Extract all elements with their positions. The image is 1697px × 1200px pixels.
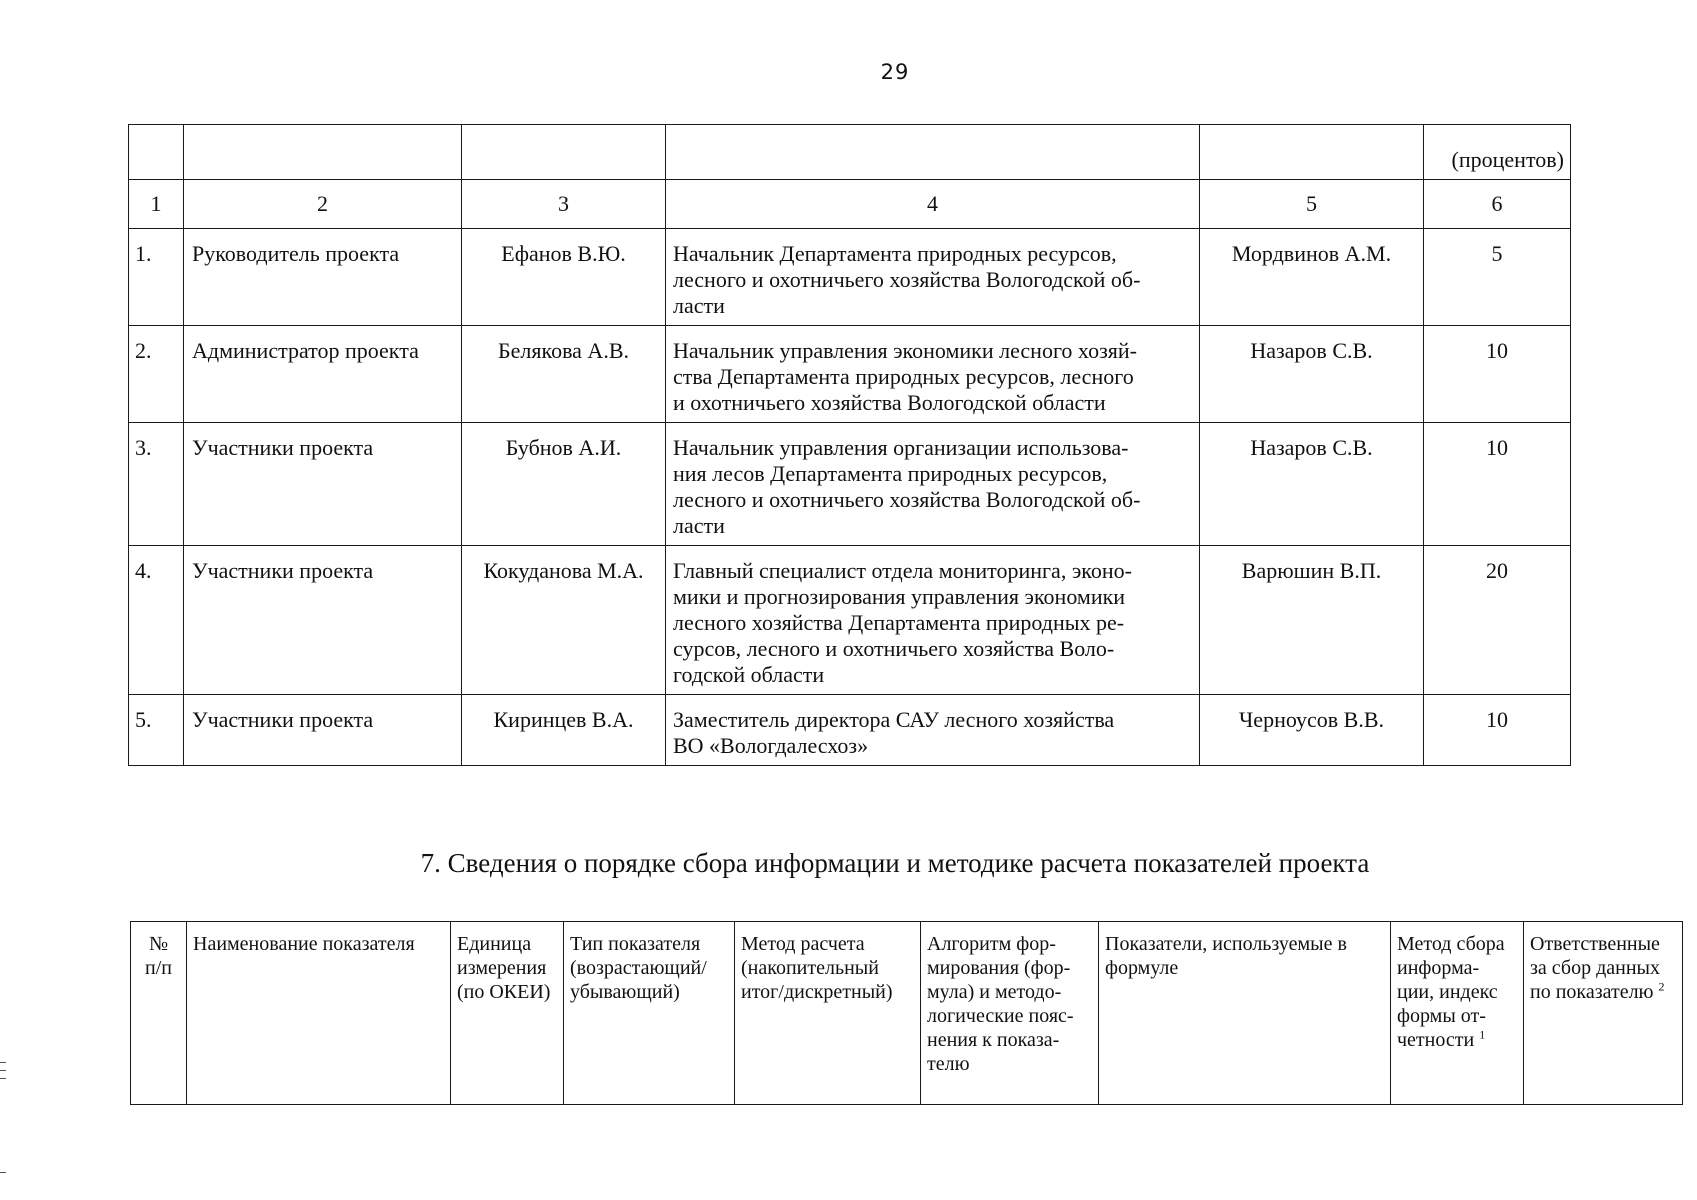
table-row xyxy=(129,326,1571,423)
team-table-body xyxy=(129,229,1571,766)
footnote-marker: 1 xyxy=(1479,1027,1486,1042)
indicators-header-cell xyxy=(1099,922,1391,1105)
row-number: 4. xyxy=(129,546,184,695)
header-text: Ответственные за сбор данных по показателю xyxy=(1530,933,1660,1003)
role-cell: Администратор проекта xyxy=(184,326,462,423)
position-cell: Начальник Департамента природных ресурсов, лесного и охотничьего хозяйства Вологодской об- ласти xyxy=(666,229,1200,326)
unit-label: (процентов) xyxy=(1424,125,1571,180)
indicators-header-row xyxy=(131,922,1683,1105)
header-text: № п/п xyxy=(145,933,172,979)
scan-edge-mark xyxy=(0,1172,6,1173)
involvement-share-cell: 20 xyxy=(1424,546,1571,695)
row-number: 1. xyxy=(129,229,184,326)
table-row xyxy=(129,546,1571,695)
header-text: Показатели, используемые в формуле xyxy=(1105,933,1347,979)
supervisor-cell: Назаров С.В. xyxy=(1200,423,1424,546)
member-name-cell: Бубнов А.И. xyxy=(462,423,666,546)
column-number: 4 xyxy=(666,180,1200,229)
indicators-header-cell xyxy=(1524,922,1683,1105)
footnote-marker: 2 xyxy=(1658,979,1665,994)
header-text: Наименование показателя xyxy=(193,933,415,955)
indicators-header-cell xyxy=(1391,922,1524,1105)
scan-edge-mark xyxy=(0,1070,6,1071)
role-cell: Руководитель проекта xyxy=(184,229,462,326)
position-cell: Начальник управления экономики лесного хозяй- ства Департамента природных ресурсов, лесного и охотничьего хозяйства Вологодской области xyxy=(666,326,1200,423)
member-name-cell: Киринцев В.А. xyxy=(462,695,666,766)
section-title: 7. Сведения о порядке сбора информации и методике расчета показателей проекта xyxy=(420,848,1370,878)
position-cell: Начальник управления организации использова- ния лесов Департамента природных ресурсов, лесного и охотничьего хозяйства Вологодской об- ласти xyxy=(666,423,1200,546)
table-row xyxy=(129,695,1571,766)
involvement-share-cell: 10 xyxy=(1424,695,1571,766)
header-text: Метод сбора информа- ции, индекс формы от- четности xyxy=(1397,933,1505,1051)
indicators-table xyxy=(130,921,1683,1105)
row-number: 5. xyxy=(129,695,184,766)
column-number: 1 xyxy=(129,180,184,229)
involvement-share-cell: 10 xyxy=(1424,423,1571,546)
supervisor-cell: Мордвинов А.М. xyxy=(1200,229,1424,326)
position-cell: Заместитель директора САУ лесного хозяйства ВО «Вологдалесхоз» xyxy=(666,695,1200,766)
member-name-cell: Белякова А.В. xyxy=(462,326,666,423)
unit-row xyxy=(129,125,1571,180)
table-row xyxy=(129,423,1571,546)
column-number: 6 xyxy=(1424,180,1571,229)
supervisor-cell: Варюшин В.П. xyxy=(1200,546,1424,695)
row-number: 2. xyxy=(129,326,184,423)
indicators-header-cell xyxy=(187,922,451,1105)
header-text: Алгоритм фор- мирования (фор- мула) и методо- логические пояс- нения к показа- телю xyxy=(927,933,1074,1075)
column-number-row xyxy=(129,180,1571,229)
role-cell: Участники проекта xyxy=(184,546,462,695)
position-cell: Главный специалист отдела мониторинга, эконо- мики и прогнозирования управления экономики лесного хозяйства Департамента природных ре- сурсов, лесного и охотничьего хозяйства Воло- годской области xyxy=(666,546,1200,695)
scan-edge-mark xyxy=(0,1062,6,1063)
supervisor-cell: Назаров С.В. xyxy=(1200,326,1424,423)
column-number: 5 xyxy=(1200,180,1424,229)
column-number: 2 xyxy=(184,180,462,229)
indicators-header-cell xyxy=(921,922,1099,1105)
indicators-header-cell xyxy=(564,922,735,1105)
role-cell: Участники проекта xyxy=(184,423,462,546)
page-number: 29 xyxy=(880,60,910,84)
header-text: Метод расчета (накопительный итог/дискретный) xyxy=(741,933,893,1003)
supervisor-cell: Черноусов В.В. xyxy=(1200,695,1424,766)
project-team-table xyxy=(128,124,1571,766)
header-text: Тип показателя (возрастающий/ убывающий) xyxy=(570,933,707,1003)
indicators-header-cell xyxy=(451,922,564,1105)
involvement-share-cell: 10 xyxy=(1424,326,1571,423)
column-number: 3 xyxy=(462,180,666,229)
involvement-share-cell: 5 xyxy=(1424,229,1571,326)
indicators-header-cell xyxy=(131,922,187,1105)
scan-edge-mark xyxy=(0,1078,6,1079)
table-row xyxy=(129,229,1571,326)
header-text: Единица измерения (по ОКЕИ) xyxy=(457,933,551,1003)
row-number: 3. xyxy=(129,423,184,546)
member-name-cell: Ефанов В.Ю. xyxy=(462,229,666,326)
indicators-header-cell xyxy=(735,922,921,1105)
member-name-cell: Кокуданова М.А. xyxy=(462,546,666,695)
role-cell: Участники проекта xyxy=(184,695,462,766)
